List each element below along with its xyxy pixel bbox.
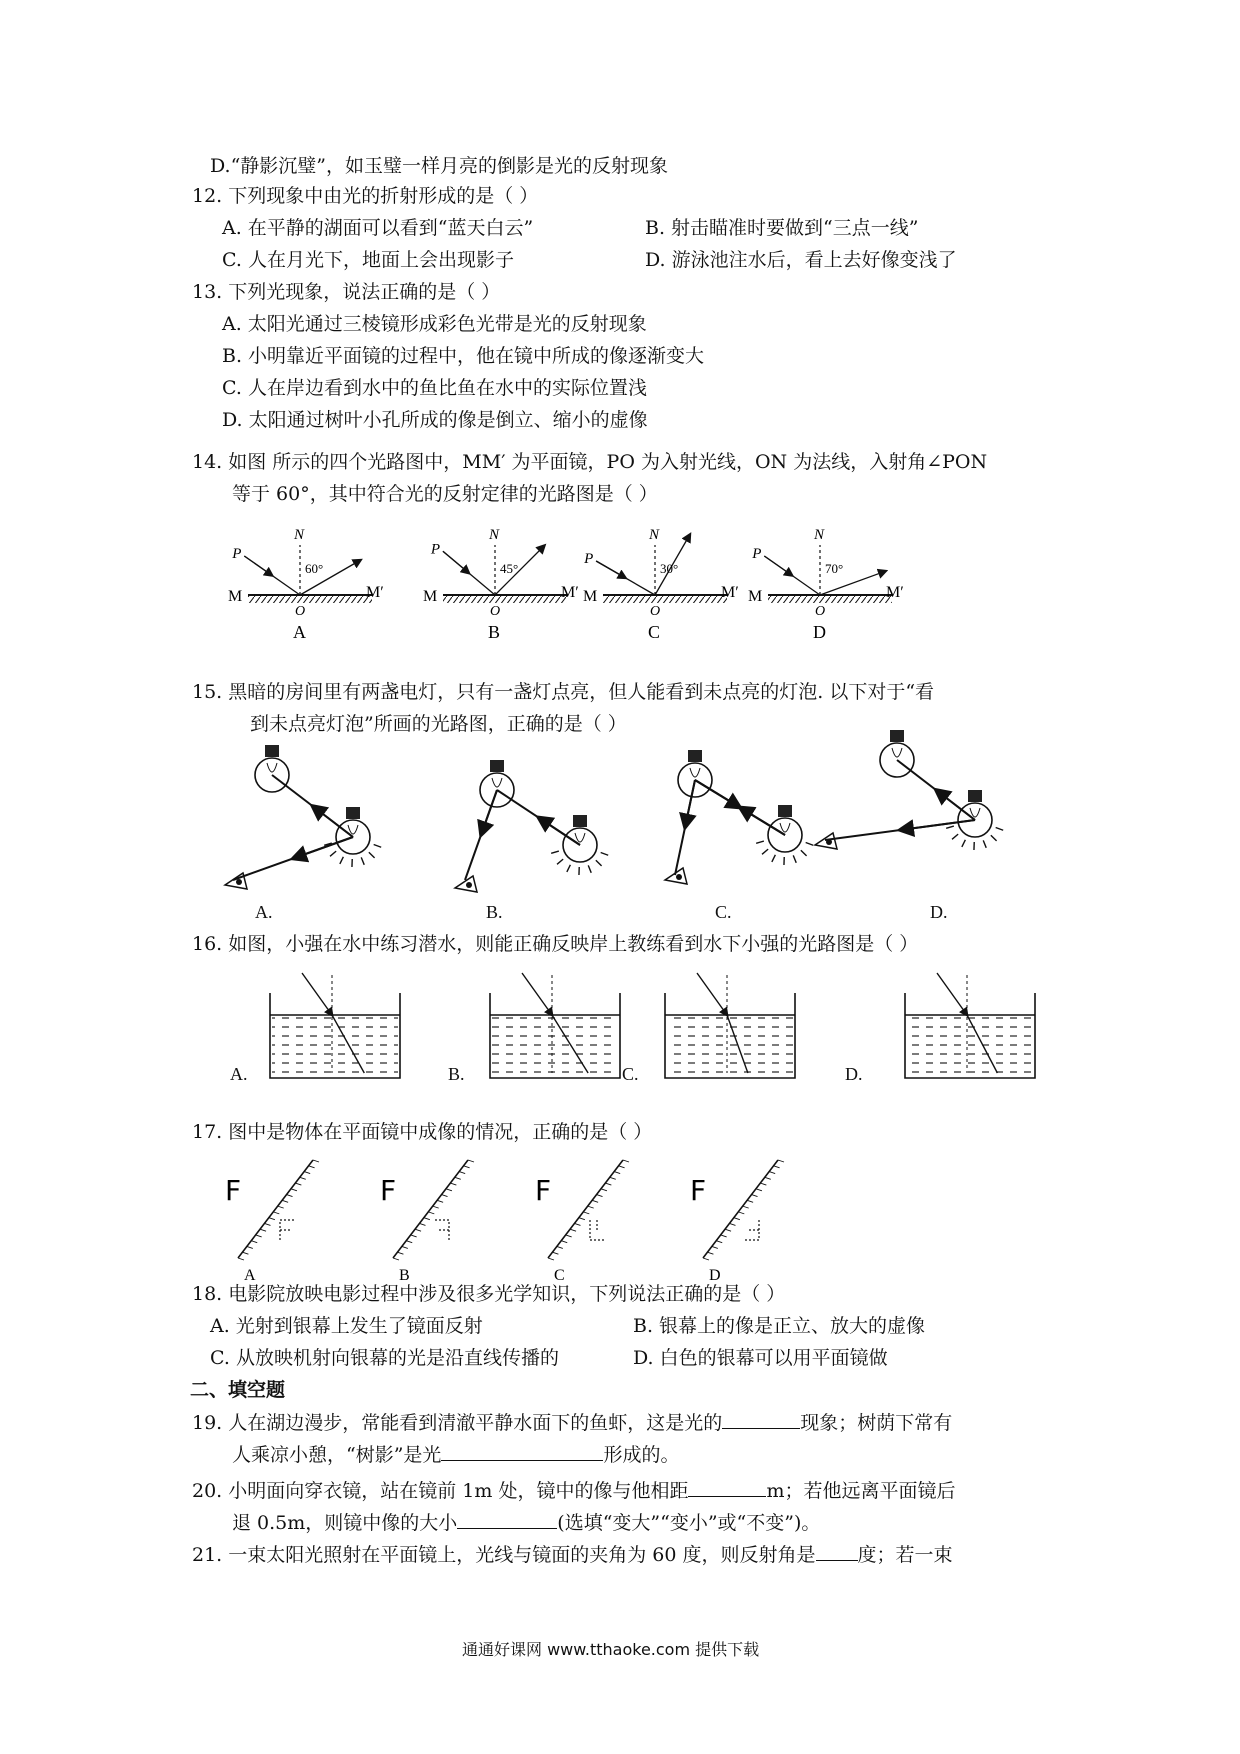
light-ray-stroke bbox=[340, 857, 344, 864]
q12-option-b: B. 射击瞄准时要做到“三点一线” bbox=[645, 217, 919, 239]
image-f bbox=[745, 1220, 759, 1240]
mirror-hatch-stroke bbox=[601, 1189, 607, 1191]
label-m-prime: M′ bbox=[561, 584, 579, 601]
q15-label-b: B. bbox=[486, 902, 503, 922]
mirror-line bbox=[703, 1160, 778, 1258]
mirror-hatch bbox=[443, 596, 567, 603]
eye-icon bbox=[815, 833, 837, 849]
light-ray-stroke bbox=[801, 850, 807, 856]
page-footer: 通通好课网 www.tthaoke.com 提供下载 bbox=[462, 1640, 760, 1659]
incident-arrow bbox=[596, 561, 625, 578]
object-f: F bbox=[225, 1174, 242, 1207]
mirror-hatch-stroke bbox=[300, 1177, 306, 1179]
mirror-hatch-stroke bbox=[437, 1200, 443, 1202]
object-f: F bbox=[380, 1174, 397, 1207]
q18-option-a: A. 光射到银幕上发生了镜面反射 bbox=[210, 1315, 483, 1337]
mirror-hatch-stroke bbox=[295, 1183, 301, 1185]
q20-line2 bbox=[232, 1508, 820, 1537]
q16-label-a: A. bbox=[230, 1064, 248, 1084]
label-p: P bbox=[430, 541, 441, 558]
q20-text-1: 20. 小明面向穿衣镜，站在镜前 1m 处，镜中的像与他相距 bbox=[192, 1480, 689, 1502]
mirror-hatch-stroke bbox=[747, 1200, 753, 1202]
angle-label: 30° bbox=[660, 561, 679, 576]
option-label: A bbox=[244, 1267, 256, 1284]
q19-text-3: 人乘凉小憩，“树影”是光 bbox=[232, 1444, 442, 1466]
label-m: M bbox=[423, 588, 438, 605]
option-label: C bbox=[554, 1267, 565, 1284]
mirror-hatch-stroke bbox=[278, 1206, 284, 1208]
mirror-hatch-stroke bbox=[548, 1258, 554, 1260]
q13-option-d: D. 太阳通过树叶小孔所成的像是倒立、缩小的虚像 bbox=[222, 409, 648, 431]
mirror-hatch-stroke bbox=[623, 1160, 629, 1162]
q21-text-1: 21. 一束太阳光照射在平面镜上，光线与镜面的夹角为 60 度，则反射角是 bbox=[192, 1544, 816, 1566]
mirror-hatch-stroke bbox=[619, 1166, 625, 1168]
label-n: N bbox=[489, 527, 500, 543]
q18-option-c: C. 从放映机射向银幕的光是沿直线传播的 bbox=[210, 1347, 559, 1369]
air-ray bbox=[522, 973, 552, 1015]
q14-diagram-a bbox=[228, 527, 384, 642]
q15-figure bbox=[225, 740, 1045, 925]
bulb-base bbox=[573, 815, 587, 827]
q16-label-d: D. bbox=[845, 1064, 863, 1084]
bulb-base bbox=[265, 745, 279, 757]
q21-text-2: 度；若一束 bbox=[857, 1544, 953, 1566]
eye-pupil bbox=[236, 879, 242, 885]
mirror-hatch-stroke bbox=[597, 1195, 603, 1197]
image-strokes bbox=[280, 1220, 294, 1240]
mirror-hatch-stroke bbox=[610, 1177, 616, 1179]
mirror-hatch-stroke bbox=[242, 1252, 248, 1254]
eye-shape bbox=[815, 833, 837, 849]
unlit-bulb-icon bbox=[480, 760, 514, 807]
mirror-hatch-stroke bbox=[588, 1206, 594, 1208]
label-p: P bbox=[232, 545, 242, 562]
light-ray-stroke bbox=[952, 834, 958, 839]
mirror-hatch-stroke bbox=[256, 1235, 262, 1237]
mirror-hatch-stroke bbox=[778, 1160, 784, 1162]
mirror-hatch-stroke bbox=[574, 1223, 580, 1225]
unlit-bulb-icon bbox=[678, 750, 712, 797]
q15-label-d: D. bbox=[930, 902, 948, 922]
air-ray bbox=[302, 973, 332, 1015]
mirror-hatch-stroke bbox=[433, 1206, 439, 1208]
q13-stem: 13. 下列光现象，说法正确的是（ ） bbox=[192, 281, 501, 303]
mirror-hatch-stroke bbox=[743, 1206, 749, 1208]
light-ray-stroke bbox=[596, 860, 602, 866]
image-f bbox=[280, 1220, 294, 1240]
mirror-hatch-stroke bbox=[614, 1172, 620, 1174]
mirror-hatch-stroke bbox=[450, 1183, 456, 1185]
light-ray-stroke bbox=[557, 859, 563, 864]
light-ray-stroke bbox=[551, 851, 559, 853]
label-m-prime: M′ bbox=[366, 584, 384, 601]
air-ray bbox=[697, 973, 727, 1015]
object-f: F bbox=[690, 1174, 707, 1207]
q18-option-b: B. 银幕上的像是正立、放大的虚像 bbox=[633, 1315, 926, 1337]
light-ray-stroke bbox=[806, 843, 814, 846]
mirror-hatch-stroke bbox=[397, 1252, 403, 1254]
label-o: O bbox=[295, 604, 306, 619]
mirror-hatch-stroke bbox=[738, 1212, 744, 1214]
mirror-hatch-stroke bbox=[251, 1241, 257, 1243]
mirror-hatch-stroke bbox=[247, 1246, 253, 1248]
light-ray-stroke bbox=[793, 855, 796, 862]
label-m: M bbox=[228, 588, 243, 605]
bulb-base bbox=[490, 760, 504, 772]
mirror-hatch-stroke bbox=[583, 1212, 589, 1214]
bulb-base bbox=[778, 805, 792, 817]
light-ray-stroke bbox=[991, 835, 997, 841]
q17-diagram-d bbox=[690, 1160, 784, 1284]
mirror-hatch-stroke bbox=[774, 1166, 780, 1168]
angle-label: 60° bbox=[305, 561, 324, 576]
water-body bbox=[492, 1015, 618, 1076]
incident-arrow bbox=[764, 556, 792, 576]
mirror-line bbox=[393, 1160, 468, 1258]
air-ray bbox=[937, 973, 967, 1015]
mirror-hatch-stroke bbox=[419, 1223, 425, 1225]
bulb-base bbox=[688, 750, 702, 762]
light-ray-stroke bbox=[772, 855, 776, 862]
mirror-hatch-stroke bbox=[459, 1172, 465, 1174]
light-ray-stroke bbox=[601, 853, 609, 856]
mirror-hatch-stroke bbox=[424, 1218, 430, 1220]
mirror-hatch-stroke bbox=[721, 1235, 727, 1237]
mirror-hatch-stroke bbox=[557, 1246, 563, 1248]
light-ray-stroke bbox=[588, 865, 591, 872]
q20-text-2: m；若他远离平面镜后 bbox=[766, 1480, 956, 1502]
incident-arrow bbox=[244, 556, 272, 576]
q19-line1 bbox=[192, 1408, 952, 1437]
object-f: F bbox=[535, 1174, 552, 1207]
water-body bbox=[907, 1015, 1033, 1076]
q17-diagrams bbox=[225, 1158, 850, 1284]
mirror-hatch-stroke bbox=[260, 1229, 266, 1231]
label-p: P bbox=[752, 545, 762, 562]
q15-stem-line2: 到未点亮灯泡”所画的光路图，正确的是（ ） bbox=[250, 713, 627, 735]
angle-label: 70° bbox=[825, 561, 844, 576]
eye-pupil bbox=[466, 882, 472, 888]
q16-diagram-b bbox=[490, 973, 620, 1078]
bulb-base bbox=[890, 730, 904, 742]
label-n: N bbox=[649, 527, 660, 543]
mirror-hatch-stroke bbox=[304, 1172, 310, 1174]
q14-stem-line2: 等于 60°，其中符合光的反射定律的光路图是（ ） bbox=[232, 483, 658, 505]
incident-arrow bbox=[443, 551, 469, 573]
light-ray-stroke bbox=[567, 865, 571, 872]
mirror-hatch-stroke bbox=[756, 1189, 762, 1191]
q11-option-d: D.“静影沉璧”，如玉璧一样月亮的倒影是光的反射现象 bbox=[210, 155, 669, 177]
light-ray-stroke bbox=[369, 852, 375, 858]
q12-stem: 12. 下列现象中由光的折射形成的是（ ） bbox=[192, 185, 539, 207]
image-strokes bbox=[745, 1220, 759, 1240]
mirror-hatch-stroke bbox=[561, 1241, 567, 1243]
q16-diagram-d bbox=[905, 973, 1035, 1078]
q16-label-b: B. bbox=[448, 1064, 465, 1084]
mirror-hatch-stroke bbox=[446, 1189, 452, 1191]
light-ray-stroke bbox=[996, 828, 1004, 831]
q15-stem-line1: 15. 黑暗的房间里有两盏电灯，只有一盏灯点亮，但人能看到未点亮的灯泡. 以下对于“看 bbox=[192, 681, 935, 703]
mirror-hatch-stroke bbox=[282, 1200, 288, 1202]
q14-diagram-c bbox=[583, 527, 739, 642]
mirror-hatch-stroke bbox=[313, 1160, 319, 1162]
q17-figure bbox=[225, 1158, 850, 1284]
label-n: N bbox=[294, 527, 305, 543]
q15-diagram-a bbox=[225, 745, 381, 889]
image-f bbox=[590, 1220, 604, 1240]
q16-stem: 16. 如图，小强在水中练习潜水，则能正确反映岸上教练看到水下小强的光路图是（ ） bbox=[192, 933, 919, 955]
mirror-hatch-stroke bbox=[428, 1212, 434, 1214]
q20-blank-2[interactable] bbox=[457, 1508, 557, 1529]
q17-stem: 17. 图中是物体在平面镜中成像的情况，正确的是（ ） bbox=[192, 1121, 653, 1143]
image-strokes bbox=[590, 1220, 604, 1240]
section-title-fill-in: 二、填空题 bbox=[190, 1379, 286, 1401]
light-ray-stroke bbox=[756, 841, 764, 843]
mirror-hatch-stroke bbox=[566, 1235, 572, 1237]
q21-blank-1[interactable] bbox=[816, 1540, 858, 1561]
image-strokes bbox=[435, 1220, 449, 1240]
angle-label: 45° bbox=[500, 561, 519, 576]
mirror-hatch-stroke bbox=[716, 1241, 722, 1243]
mirror-hatch-stroke bbox=[264, 1223, 270, 1225]
bulb-base bbox=[968, 790, 982, 802]
mirror-hatch bbox=[248, 596, 372, 603]
light-ray-stroke bbox=[361, 857, 364, 864]
label-m-prime: M′ bbox=[721, 584, 739, 601]
q15-diagrams bbox=[225, 740, 1045, 925]
q13-option-c: C. 人在岸边看到水中的鱼比鱼在水中的实际位置浅 bbox=[222, 377, 647, 399]
label-n: N bbox=[814, 527, 825, 543]
mirror-hatch-stroke bbox=[752, 1195, 758, 1197]
q18-stem: 18. 电影院放映电影过程中涉及很多光学知识，下列说法正确的是（ ） bbox=[192, 1283, 786, 1305]
q14-stem-line1: 14. 如图 所示的四个光路图中，MM′ 为平面镜，PO 为入射光线，ON 为法线，入射角∠PON bbox=[192, 451, 988, 473]
q19-line2 bbox=[232, 1440, 679, 1469]
light-ray-stroke bbox=[946, 826, 954, 828]
mirror-hatch-stroke bbox=[442, 1195, 448, 1197]
label-m: M bbox=[748, 588, 763, 605]
mirror-hatch-stroke bbox=[707, 1252, 713, 1254]
q15-label-a: A. bbox=[255, 902, 273, 922]
light-ray-stroke bbox=[330, 851, 336, 856]
mirror-hatch-stroke bbox=[238, 1258, 244, 1260]
water-body bbox=[272, 1015, 398, 1076]
mirror-hatch-stroke bbox=[552, 1252, 558, 1254]
mirror-hatch-stroke bbox=[579, 1218, 585, 1220]
option-label: D bbox=[709, 1267, 721, 1284]
label-o: O bbox=[815, 604, 826, 619]
bulb-base bbox=[346, 807, 360, 819]
mirror-hatch-stroke bbox=[287, 1195, 293, 1197]
mirror-hatch-stroke bbox=[273, 1212, 279, 1214]
mirror-hatch-stroke bbox=[291, 1189, 297, 1191]
mirror-hatch-stroke bbox=[703, 1258, 709, 1260]
mirror-hatch-stroke bbox=[760, 1183, 766, 1185]
q19-blank-2[interactable] bbox=[441, 1440, 603, 1461]
mirror-hatch bbox=[603, 596, 727, 603]
mirror-hatch-stroke bbox=[415, 1229, 421, 1231]
label-m: M bbox=[583, 588, 598, 605]
q16-diagram-a bbox=[270, 973, 400, 1078]
option-label: B bbox=[399, 1267, 410, 1284]
q20-text-3: 退 0.5m，则镜中像的大小 bbox=[232, 1512, 458, 1534]
mirror-hatch-stroke bbox=[570, 1229, 576, 1231]
q14-diagram-d bbox=[748, 527, 904, 642]
mirror-hatch-stroke bbox=[468, 1160, 474, 1162]
option-label: B bbox=[488, 622, 501, 642]
q13-option-b: B. 小明靠近平面镜的过程中，他在镜中所成的像逐渐变大 bbox=[222, 345, 705, 367]
q16-diagram-c bbox=[665, 973, 795, 1078]
light-ray-stroke bbox=[962, 840, 966, 847]
q16-label-c: C. bbox=[622, 1064, 639, 1084]
q20-line1 bbox=[192, 1476, 955, 1505]
option-label: A bbox=[293, 622, 306, 642]
mirror-hatch-stroke bbox=[729, 1223, 735, 1225]
q20-text-4: (选填“变大”“变小”或“不变”)。 bbox=[557, 1512, 821, 1534]
mirror-hatch-stroke bbox=[725, 1229, 731, 1231]
label-p: P bbox=[584, 551, 594, 567]
mirror-hatch-stroke bbox=[765, 1177, 771, 1179]
q20-blank-1[interactable] bbox=[688, 1476, 766, 1497]
mirror-hatch-stroke bbox=[734, 1218, 740, 1220]
q21-line1 bbox=[192, 1540, 953, 1569]
mirror-line bbox=[548, 1160, 623, 1258]
mirror-hatch-stroke bbox=[464, 1166, 470, 1168]
option-label: D bbox=[813, 622, 826, 642]
q13-option-a: A. 太阳光通过三棱镜形成彩色光带是光的反射现象 bbox=[222, 313, 647, 335]
mirror-hatch-stroke bbox=[406, 1241, 412, 1243]
option-label: C bbox=[648, 622, 661, 642]
mirror-hatch-stroke bbox=[309, 1166, 315, 1168]
mirror-hatch-stroke bbox=[393, 1258, 399, 1260]
q17-diagram-c bbox=[535, 1160, 629, 1284]
light-ray-stroke bbox=[762, 849, 768, 854]
label-m-prime: M′ bbox=[886, 584, 904, 601]
mirror-hatch-stroke bbox=[712, 1246, 718, 1248]
q17-diagram-a bbox=[225, 1160, 319, 1284]
image-f bbox=[435, 1220, 449, 1240]
q15-diagram-d bbox=[815, 730, 1003, 850]
light-ray-stroke bbox=[374, 845, 382, 848]
q14-diagrams bbox=[230, 525, 1010, 660]
mirror-hatch-stroke bbox=[592, 1200, 598, 1202]
q15-diagram-c bbox=[665, 750, 813, 884]
q12-option-d: D. 游泳池注水后，看上去好像变浅了 bbox=[645, 249, 957, 271]
q14-diagram-b bbox=[423, 527, 579, 642]
mirror-hatch-stroke bbox=[411, 1235, 417, 1237]
q12-option-c: C. 人在月光下，地面上会出现影子 bbox=[222, 249, 514, 271]
q15-diagram-b bbox=[455, 760, 608, 892]
label-o: O bbox=[490, 604, 501, 619]
mirror-hatch-stroke bbox=[605, 1183, 611, 1185]
mirror-line bbox=[238, 1160, 313, 1258]
mirror-hatch-stroke bbox=[455, 1177, 461, 1179]
label-o: O bbox=[650, 604, 661, 619]
q15-label-c: C. bbox=[715, 902, 732, 922]
mirror-hatch-stroke bbox=[769, 1172, 775, 1174]
mirror-hatch-stroke bbox=[269, 1218, 275, 1220]
q12-option-a: A. 在平静的湖面可以看到“蓝天白云” bbox=[222, 217, 534, 239]
light-ray-stroke bbox=[983, 840, 986, 847]
q19-text-2: 现象；树荫下常有 bbox=[800, 1412, 953, 1434]
q19-text-1: 19. 人在湖边漫步，常能看到清澈平静水面下的鱼虾，这是光的 bbox=[192, 1412, 723, 1434]
mirror-hatch bbox=[768, 596, 892, 603]
q19-blank-1[interactable] bbox=[722, 1408, 800, 1429]
q17-diagram-b bbox=[380, 1160, 474, 1284]
q14-figure bbox=[230, 525, 1010, 660]
mirror-hatch-stroke bbox=[402, 1246, 408, 1248]
q18-option-d: D. 白色的银幕可以用平面镜做 bbox=[633, 1347, 888, 1369]
q19-text-4: 形成的。 bbox=[603, 1444, 680, 1466]
eye-pupil bbox=[676, 874, 682, 880]
